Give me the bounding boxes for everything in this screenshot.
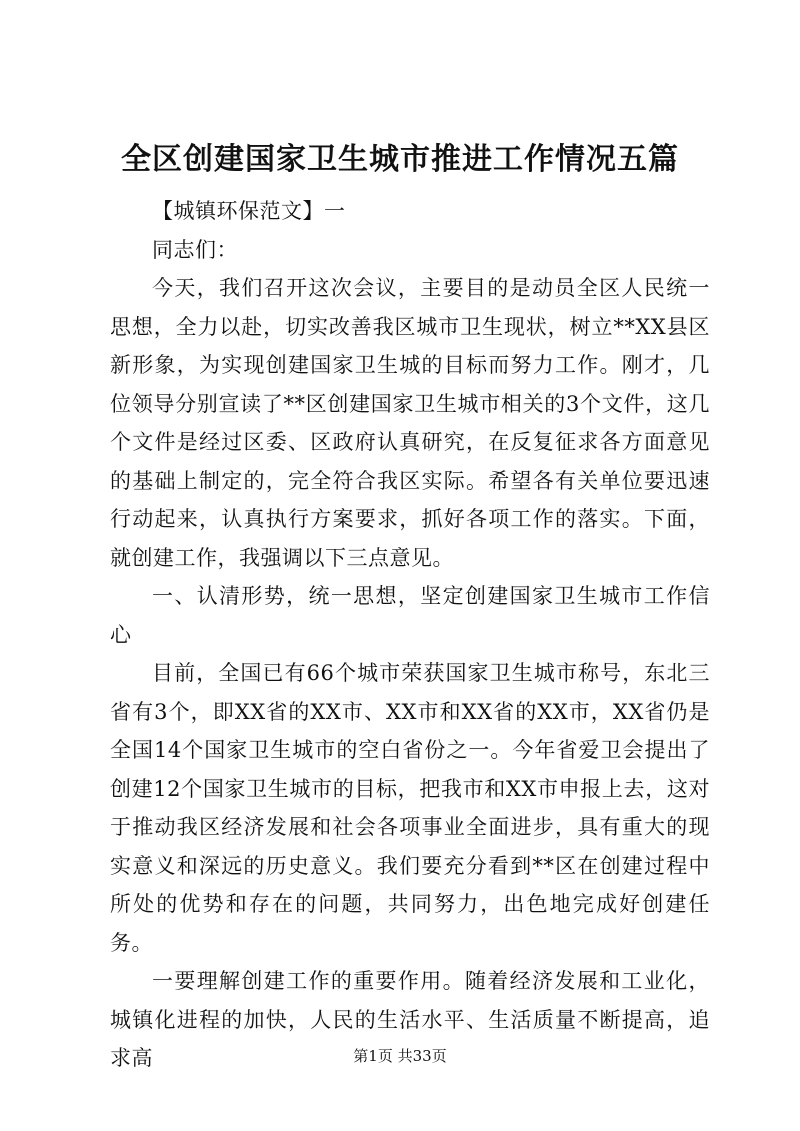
- salutation: 同志们：: [152, 237, 238, 262]
- body-paragraph: 目前，全国已有66个城市荣获国家卫生城市称号，东北三省有3个，即XX省的XX市、XX市和XX省的XX市，XX省仍是全国14个国家卫生城市的空白省份之一。今年省爱卫会提出了创建12个国家卫生城市的目标，把我市和XX市申报上去，这对于推动我区经济发展和社会各项事业全面进步，具有重大的现实意义和深远的历史意义。我们要充分看到**区在创建过程中所处的优势和存在的问题，共同努力，出色地完成好创建任务。: [110, 661, 710, 955]
- document-title: 全区创建国家卫生城市推进工作情况五篇: [121, 142, 679, 177]
- body-paragraph: 今天，我们召开这次会议，主要目的是动员全区人民统一思想，全力以赴，切实改善我区城市卫生现状，树立**XX县区新形象，为实现创建国家卫生城的目标而努力工作。刚才，几位领导分别宣读了**区创建国家卫生城市相关的3个文件，这几个文件是经过区委、区政府认真研究，在反复征求各方面意见的基础上制定的，完全符合我区实际。希望各有关单位要迅速行动起来，认真执行方案要求，抓好各项工作的落实。下面，就创建工作，我强调以下三点意见。: [110, 276, 710, 570]
- document-body: [110, 192, 710, 1078]
- section-heading: 一、认清形势，统一思想，坚定创建国家卫生城市工作信心: [110, 584, 710, 647]
- page-number-footer: 第1页 共33页: [353, 1047, 447, 1065]
- body-paragraph: 一要理解创建工作的重要作用。随着经济发展和工业化，城镇化进程的加快，人民的生活水平、生活质量不断提高，追求高: [110, 969, 710, 1070]
- category-line: 【城镇环保范文】一: [152, 199, 346, 223]
